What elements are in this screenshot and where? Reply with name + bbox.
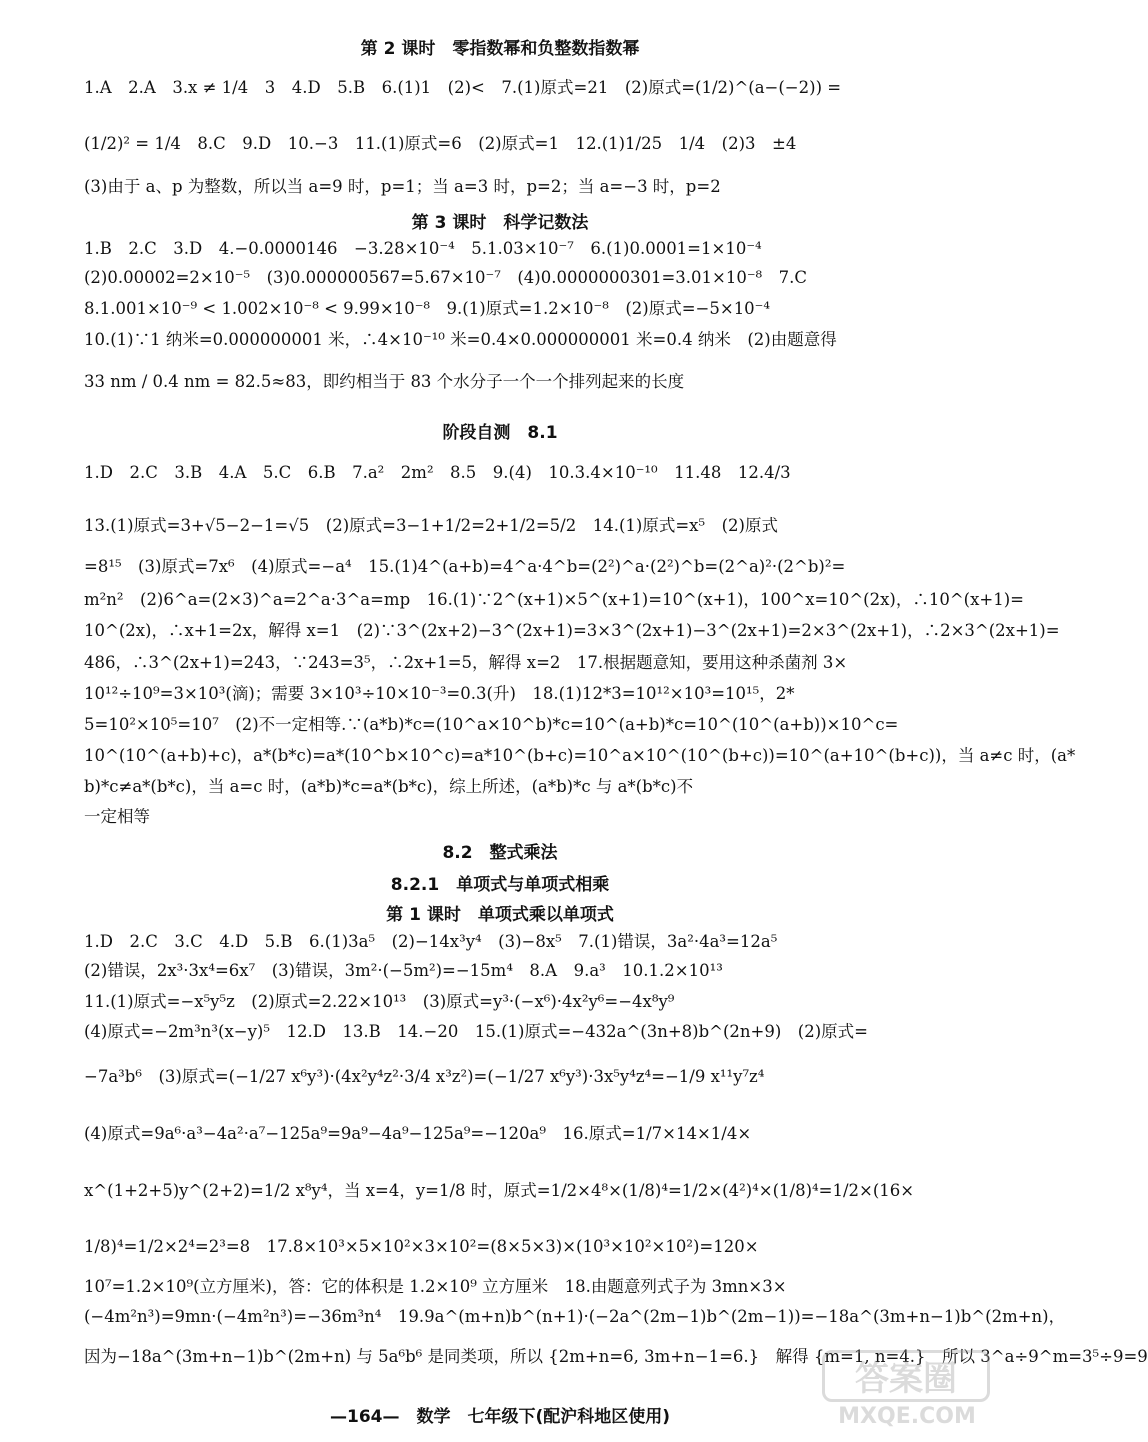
answer-line-25: (4)原式=9a⁶·a³−4a²·a⁷−125a⁹=9a⁹−4a⁹−125a⁹=−120a⁹ 16.原式=1/7×14×1/4× xyxy=(84,1124,752,1143)
answer-line-29: (−4m²n³)=9mn·(−4m²n³)=−36m³n⁴ 19.9a^(m+n)b^(n+1)·(−2a^(2m−1)b^(2m−1))=−18a^(3m+n−1)b^(2m+n)， xyxy=(84,1307,1066,1326)
answer-line-30: 因为−18a^(3m+n−1)b^(2m+n) 与 5a⁶b⁶ 是同类项，所以 {2m+n=6, 3m+n−1=6.} 解得 {m=1, n=4.} 所以 3^a÷9^m=3⁵÷9=9 xyxy=(84,1347,1148,1366)
answer-line-6: 8.1.001×10⁻⁹ < 1.002×10⁻⁸ < 9.99×10⁻⁸ 9.(1)原式=1.2×10⁻⁸ (2)原式=−5×10⁻⁴ xyxy=(84,299,771,318)
page-footer: —164— 数学 七年级下(配沪科地区使用) xyxy=(329,1407,671,1427)
answer-line-20: 1.D 2.C 3.C 4.D 5.B 6.(1)3a⁵ (2)−14x³y⁴ (3)−8x⁵ 7.(1)错误，3a²·4a³=12a⁵ xyxy=(84,932,778,951)
answer-line-5: (2)0.00002=2×10⁻⁵ (3)0.000000567=5.67×10⁻⁷ (4)0.0000000301=3.01×10⁻⁸ 7.C xyxy=(84,268,808,287)
watermark-logo: 答案圈 xyxy=(822,1350,990,1402)
answer-line-14: 486，∴3^(2x+1)=243，∵243=3⁵，∴2x+1=5，解得 x=2 17.根据题意知，要用这种杀菌剂 3× xyxy=(84,653,848,672)
answer-line-28: 10⁷=1.2×10⁹(立方厘米)，答：它的体积是 1.2×10⁹ 立方厘米 18.由题意列式子为 3mn×3× xyxy=(84,1277,787,1296)
answer-line-15: 10¹²÷10⁹=3×10³(滴)；需要 3×10³÷10×10⁻³=0.3(升) 18.(1)12*3=10¹²×10³=10¹⁵，2* xyxy=(84,684,795,703)
answer-line-13: 10^(2x)，∴x+1=2x，解得 x=1 (2)∵3^(2x+2)−3^(2x+1)=3×3^(2x+1)−3^(2x+1)=2×3^(2x+1)，∴2×3^(2x+1)= xyxy=(84,621,1060,640)
heading-lesson-2: 第 2 课时 零指数幂和负整数指数幂 xyxy=(360,39,640,59)
answer-line-18: b)*c≠a*(b*c)，当 a=c 时，(a*b)*c=a*(b*c)，综上所述，(a*b)*c 与 a*(b*c)不 xyxy=(84,777,694,796)
answer-line-3: (3)由于 a、p 为整数，所以当 a=9 时，p=1；当 a=3 时，p=2；当 a=−3 时，p=2 xyxy=(84,177,721,196)
heading-stage-test: 阶段自测 8.1 xyxy=(442,423,558,443)
answer-line-11: =8¹⁵ (3)原式=7x⁶ (4)原式=−a⁴ 15.(1)4^(a+b)=4^a·4^b=(2²)^a·(2²)^b=(2^a)²·(2^b)²= xyxy=(84,557,846,576)
answer-line-4: 1.B 2.C 3.D 4.−0.0000146 −3.28×10⁻⁴ 5.1.03×10⁻⁷ 6.(1)0.0001=1×10⁻⁴ xyxy=(84,239,762,258)
answer-line-1: 1.A 2.A 3.x ≠ 1/4 3 4.D 5.B 6.(1)1 (2)< 7.(1)原式=21 (2)原式=(1/2)^(a−(−2)) = xyxy=(84,78,842,97)
answer-line-2: (1/2)² = 1/4 8.C 9.D 10.−3 11.(1)原式=6 (2)原式=1 12.(1)1/25 1/4 (2)3 ±4 xyxy=(84,134,797,153)
watermark-url: MXQE.COM xyxy=(838,1404,976,1429)
answer-line-23: (4)原式=−2m³n³(x−y)⁵ 12.D 13.B 14.−20 15.(1)原式=−432a^(3n+8)b^(2n+9) (2)原式= xyxy=(84,1022,869,1041)
answer-line-24: −7a³b⁶ (3)原式=(−1/27 x⁶y³)·(4x²y⁴z²·3/4 x³z²)=(−1/27 x⁶y³)·3x⁵y⁴z⁴=−1/9 x¹¹y⁷z⁴ xyxy=(84,1067,765,1086)
heading-lesson-3: 第 3 课时 科学记数法 xyxy=(411,213,589,233)
answer-line-21: (2)错误，2x³·3x⁴=6x⁷ (3)错误，3m²·(−5m²)=−15m⁴ 8.A 9.a³ 10.1.2×10¹³ xyxy=(84,961,723,980)
heading-section-8-2: 8.2 整式乘法 xyxy=(442,843,558,863)
answer-line-12: m²n² (2)6^a=(2×3)^a=2^a·3^a=mp 16.(1)∵2^(x+1)×5^(x+1)=10^(x+1)，100^x=10^(2x)，∴10^(x+1)= xyxy=(84,590,1024,609)
answer-line-10: 13.(1)原式=3+√5−2−1=√5 (2)原式=3−1+1/2=2+1/2=5/2 14.(1)原式=x⁵ (2)原式 xyxy=(84,516,778,535)
heading-lesson-1: 第 1 课时 单项式乘以单项式 xyxy=(386,905,614,925)
answer-line-22: 11.(1)原式=−x⁵y⁵z (2)原式=2.22×10¹³ (3)原式=y³·(−x⁶)·4x²y⁶=−4x⁸y⁹ xyxy=(84,992,675,1011)
answer-line-8: 33 nm / 0.4 nm = 82.5≈83，即约相当于 83 个水分子一个一个排列起来的长度 xyxy=(84,372,685,391)
answer-line-19: 一定相等 xyxy=(84,807,150,826)
answer-line-26: x^(1+2+5)y^(2+2)=1/2 x⁸y⁴，当 x=4，y=1/8 时，原式=1/2×4⁸×(1/8)⁴=1/2×(4²)⁴×(1/8)⁴=1/2×(16× xyxy=(84,1181,915,1200)
answer-line-27: 1/8)⁴=1/2×2⁴=2³=8 17.8×10³×5×10²×3×10²=(8×5×3)×(10³×10²×10²)=120× xyxy=(84,1237,759,1256)
answer-line-17: 10^(10^(a+b)+c)，a*(b*c)=a*(10^b×10^c)=a*10^(b+c)=10^a×10^(10^(b+c))=10^(a+10^(b+c))，当 a≠c 时，(a* xyxy=(84,746,1076,765)
answer-line-16: 5=10²×10⁵=10⁷ (2)不一定相等.∵(a*b)*c=(10^a×10^b)*c=10^(a+b)*c=10^(10^(a+b))×10^c= xyxy=(84,715,899,734)
heading-section-8-2-1: 8.2.1 单项式与单项式相乘 xyxy=(390,875,610,895)
answer-line-7: 10.(1)∵1 纳米=0.000000001 米，∴4×10⁻¹⁰ 米=0.4×0.000000001 米=0.4 纳米 (2)由题意得 xyxy=(84,330,837,349)
answer-line-9: 1.D 2.C 3.B 4.A 5.C 6.B 7.a² 2m² 8.5 9.(4) 10.3.4×10⁻¹⁰ 11.48 12.4/3 xyxy=(84,463,791,482)
